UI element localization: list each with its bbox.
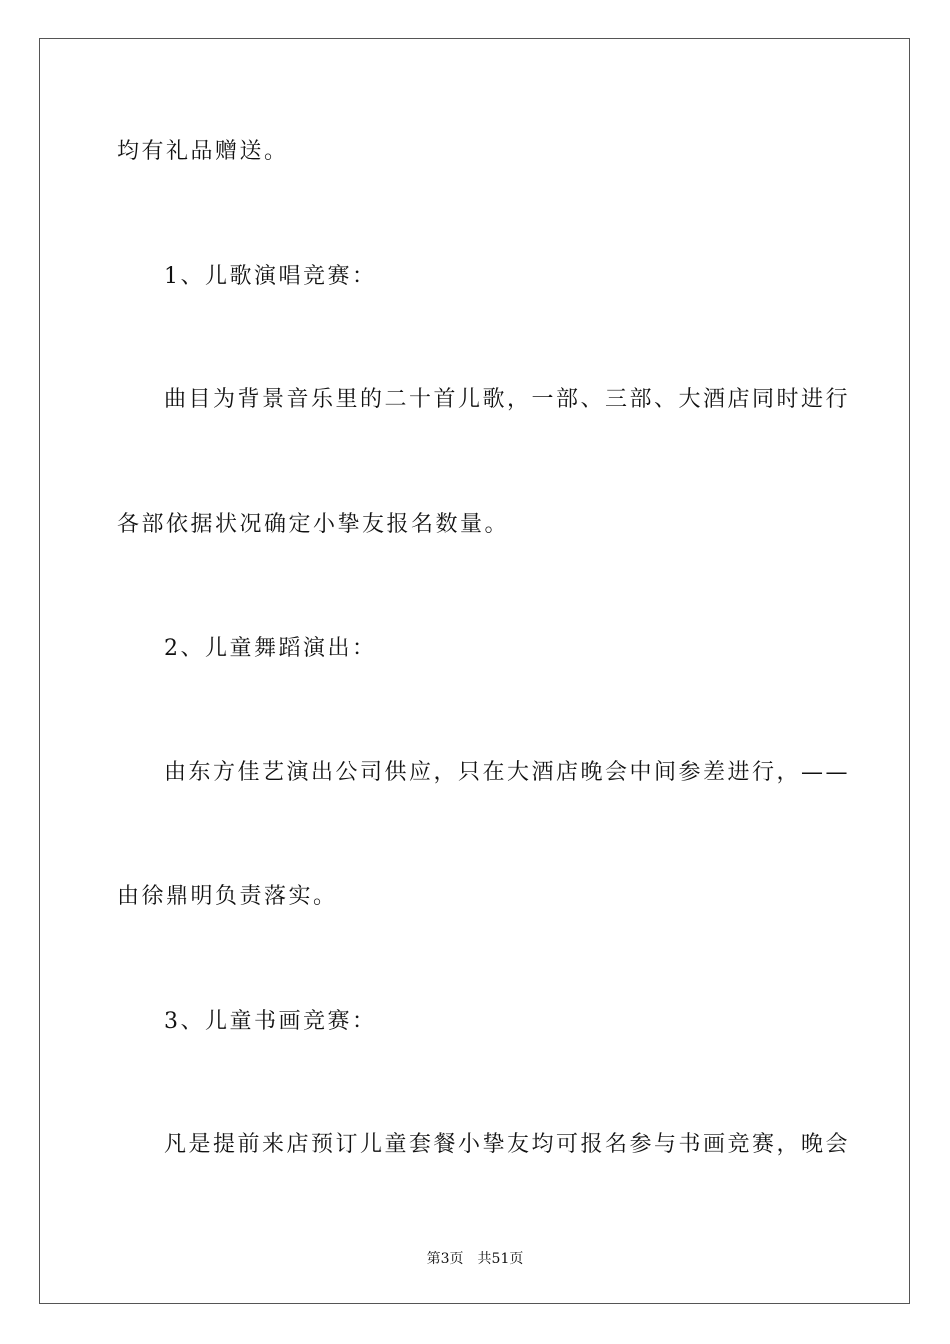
paragraph-line-5: 由徐鼎明负责落实。	[117, 884, 338, 909]
paragraph-line-4: 由东方佳艺演出公司供应，只在大酒店晚会中间参差进行，——	[164, 760, 851, 785]
page-total: 共51页	[477, 1251, 524, 1267]
paragraph-line-1: 均有礼品赠送。	[117, 139, 289, 164]
paragraph-line-6: 凡是提前来店预订儿童套餐小挚友均可报名参与书画竞赛，晚会	[164, 1132, 851, 1157]
paragraph-line-3: 各部依据状况确定小挚友报名数量。	[117, 512, 510, 537]
paragraph-line-2: 曲目为背景音乐里的二十首儿歌，一部、三部、大酒店同时进行	[164, 387, 851, 412]
section-heading-1: 1、儿歌演唱竞赛：	[164, 264, 377, 289]
section-heading-3: 3、儿童书画竞赛：	[164, 1009, 377, 1034]
section-heading-2: 2、儿童舞蹈演出：	[164, 636, 377, 661]
page-number: 第3页	[426, 1251, 464, 1267]
page-border	[39, 38, 910, 1304]
page-footer	[0, 1248, 950, 1268]
